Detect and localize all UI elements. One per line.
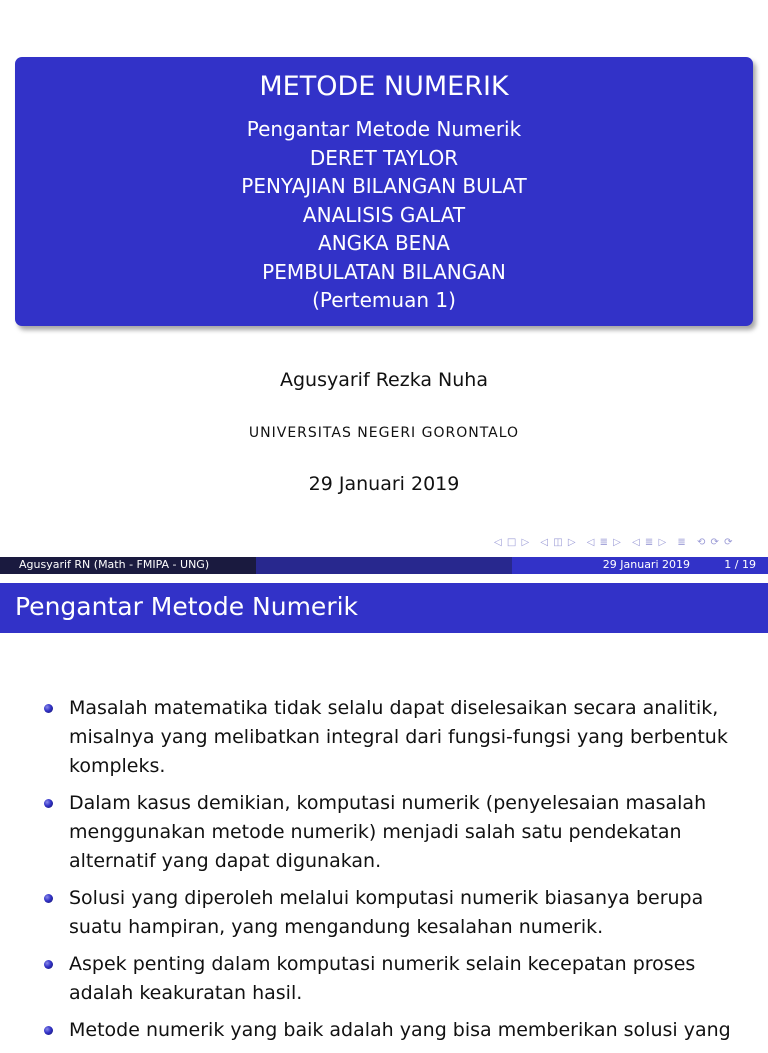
footline [0, 557, 768, 574]
footer-left-panel [0, 557, 256, 574]
bullet-text-line: Solusi yang diperoleh melalui komputasi numerik biasanya berupa [69, 887, 704, 909]
bullet-icon [44, 894, 53, 903]
subtitle-line: ANGKA BENA [318, 231, 450, 255]
nav-frame-icon[interactable]: ◁ □ ▷ [494, 537, 531, 548]
bullet-item [0, 1016, 768, 1045]
frame-title-bar [0, 583, 768, 633]
subtitle-line: Pengantar Metode Numerik [246, 117, 522, 141]
presentation-title: METODE NUMERIK [259, 71, 509, 102]
page-number: 1 / 19 [724, 558, 756, 571]
bullet-text-line: Masalah matematika tidak selalu dapat diselesaikan secara analitik, [69, 697, 719, 719]
bullet-text-line: Dalam kasus demikian, komputasi numerik (penyelesaian masalah [69, 792, 707, 814]
institute-name: UNIVERSITAS NEGERI GORONTALO [248, 425, 520, 441]
footer-author: Agusyarif RN (Math - FMIPA - UNG) [19, 558, 210, 571]
bullet-icon [44, 704, 53, 713]
bullet-icon [44, 1026, 53, 1035]
presentation-date: 29 Januari 2019 [308, 473, 460, 495]
bullet-text-line: alternatif yang dapat digunakan. [69, 850, 382, 872]
footer-date: 29 Januari 2019 [602, 558, 690, 571]
subtitle-line: DERET TAYLOR [309, 145, 459, 170]
subtitle-line: ANALISIS GALAT [302, 202, 466, 227]
beamer-navigation [494, 537, 739, 548]
title-block [15, 57, 753, 326]
bullet-icon [44, 960, 53, 969]
nav-toc-icon[interactable]: ≣ [677, 537, 687, 548]
footer-middle-panel [256, 557, 512, 574]
subtitle-line: (Pertemuan 1) [312, 288, 456, 312]
bullet-item [0, 694, 768, 781]
nav-subsection-icon[interactable]: ◁ ≣ ▷ [586, 537, 622, 548]
nav-search-icon[interactable]: ⟲ ⟳ ⟳ [696, 537, 734, 548]
bullet-list [0, 694, 768, 1053]
bullet-text-line: Metode numerik yang baik adalah yang bisa memberikan solusi yang [69, 1019, 731, 1041]
author-name: Agusyarif Rezka Nuha [279, 369, 488, 391]
bullet-text-line: suatu hampiran, yang mengandung kesalahan numerik. [69, 916, 604, 938]
bullet-text-line: adalah keakuratan hasil. [69, 982, 303, 1004]
subtitle-line: PEMBULATAN BILANGAN [262, 259, 506, 284]
bullet-item [0, 789, 768, 876]
nav-slide-icon[interactable]: ◁ ◫ ▷ [540, 537, 577, 548]
bullet-text-line: kompleks. [69, 755, 166, 777]
subtitle-line: PENYAJIAN BILANGAN BULAT [241, 174, 527, 198]
bullet-icon [44, 799, 53, 808]
bullet-text-line: menggunakan metode numerik) menjadi salah satu pendekatan [69, 821, 682, 843]
bullet-text-line: Aspek penting dalam komputasi numerik selain kecepatan proses [69, 953, 696, 975]
bullet-item [0, 950, 768, 1008]
bullet-text-line: misalnya yang melibatkan integral dari fungsi-fungsi yang berbentuk [69, 726, 728, 748]
subtitle-list [15, 115, 753, 315]
bullet-item [0, 884, 768, 942]
nav-section-icon[interactable]: ◁ ≣ ▷ [632, 537, 668, 548]
frame-title: Pengantar Metode Numerik [15, 592, 359, 621]
footer-right-panel [512, 557, 768, 574]
